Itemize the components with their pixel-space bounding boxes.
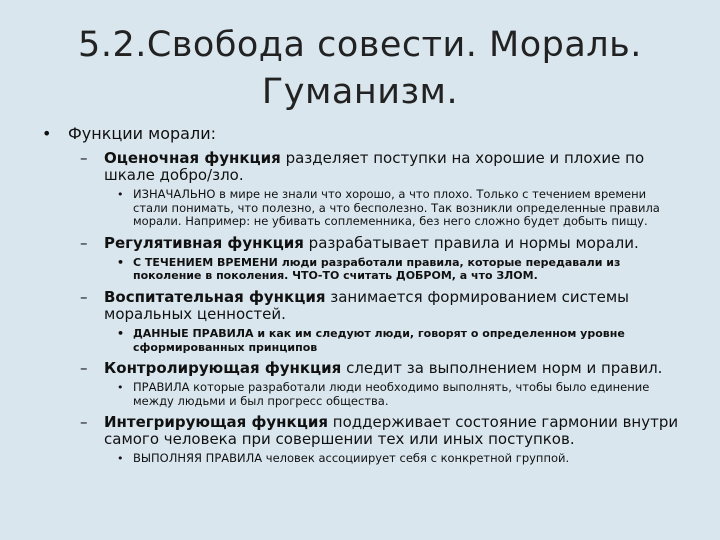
- function-note-text: ДАННЫЕ ПРАВИЛА и как им следуют люди, говорят о определенном уровне сформированных принципов: [133, 326, 625, 354]
- function-description: занимается формированием системы моральных ценностей.: [104, 287, 630, 323]
- bullet-icon: •: [42, 124, 52, 143]
- intro-item: [0, 124, 720, 144]
- dash-icon: –: [80, 149, 88, 167]
- bullet-icon: •: [117, 326, 125, 340]
- function-note-text: С ТЕЧЕНИЕМ ВРЕМЕНИ люди разработали правила, которые передавали из поколение в поколения. ЧТО-ТО считать ДОБРОМ, а что ЗЛОМ.: [133, 255, 621, 283]
- function-item: [0, 289, 720, 323]
- dash-icon: –: [80, 287, 88, 306]
- function-description: разделяет поступки на хорошие и плохие по шкале добро/зло.: [104, 149, 645, 184]
- function-description: следит за выполнением норм и правил.: [341, 359, 663, 378]
- function-note: [0, 188, 720, 229]
- function-note: [0, 381, 720, 408]
- function-term: Интегрирующая функция: [104, 413, 328, 432]
- title-line-2: Гуманизм.: [261, 72, 459, 112]
- function-item: [0, 360, 720, 377]
- function-item: [0, 414, 720, 448]
- function-description: разрабатывает правила и нормы морали.: [303, 233, 639, 252]
- bullet-icon: •: [117, 188, 124, 201]
- function-item: [0, 150, 720, 184]
- function-note: [0, 452, 720, 466]
- function-item: [0, 235, 720, 252]
- function-note-text: ПРАВИЛА которые разработали люди необходимо выполнять, чтобы было единение между людьми и был прогресс общества.: [133, 380, 650, 408]
- slide-body: [0, 124, 720, 472]
- function-description: поддерживает состояние гармонии внутри самого человека при совершении тех или иных поступков.: [104, 413, 679, 449]
- function-term: Регулятивная функция: [104, 233, 304, 252]
- function-note: [0, 327, 720, 354]
- bullet-icon: •: [117, 255, 125, 269]
- function-note-text: ИЗНАЧАЛЬНО в мире не знали что хорошо, а что плохо. Только с течением времени стали понимать, что полезно, а что бесполезно. Так возникли определенные правила морали. Например: не убивать соплеменника, без него сложно будет добыть пищу.: [133, 187, 660, 229]
- slide-title: [40, 22, 680, 116]
- dash-icon: –: [80, 359, 88, 378]
- title-line-1: 5.2.Свобода совести. Мораль.: [78, 25, 642, 65]
- function-note: [0, 256, 720, 283]
- dash-icon: –: [80, 233, 88, 252]
- function-note-text: ВЫПОЛНЯЯ ПРАВИЛА человек ассоциирует себя с конкретной группой.: [133, 451, 570, 466]
- function-term: Оценочная функция: [104, 149, 281, 167]
- bullet-icon: •: [117, 381, 124, 395]
- intro-text: Функции морали:: [68, 124, 216, 143]
- bullet-icon: •: [117, 452, 124, 466]
- dash-icon: –: [80, 413, 88, 432]
- function-term: Воспитательная функция: [104, 287, 326, 306]
- function-term: Контролирующая функция: [104, 359, 342, 378]
